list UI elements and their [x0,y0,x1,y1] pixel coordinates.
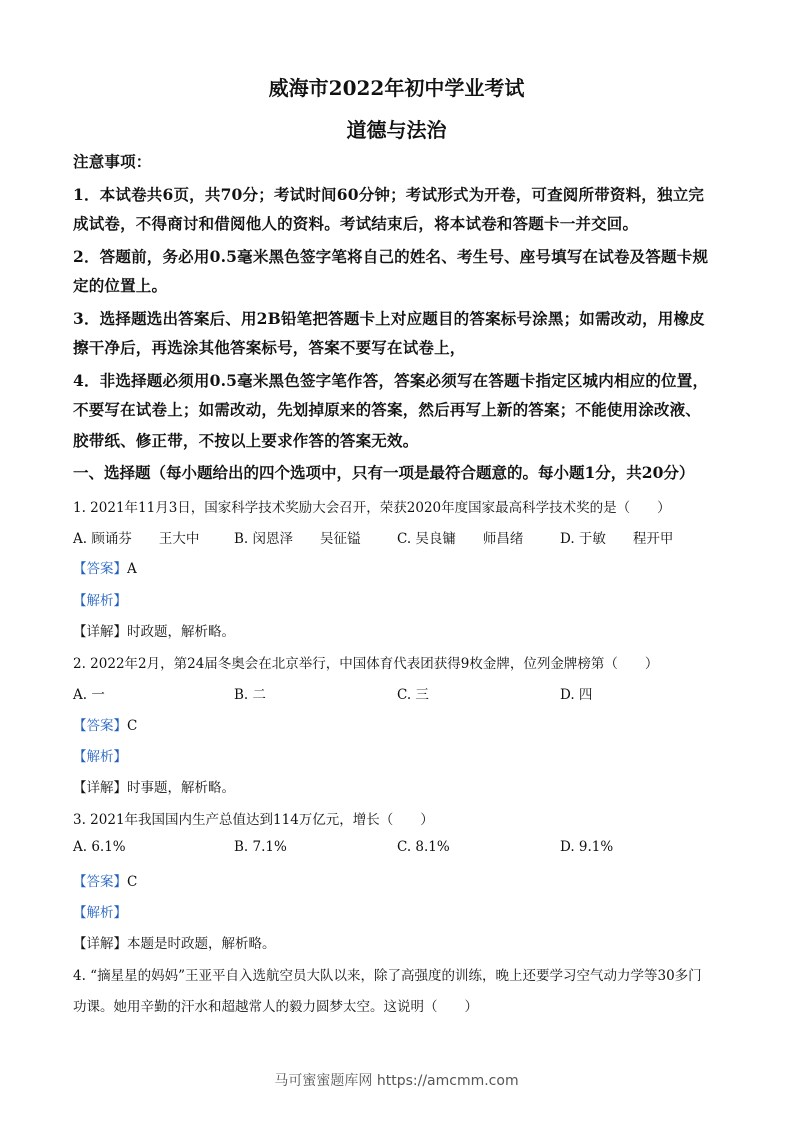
answer-value: C [127,874,138,890]
notice-line: 定的位置上。 [73,276,168,295]
detail-tag: 【详解】 [73,936,127,952]
analysis-row [73,589,127,609]
detail-row [73,776,235,796]
question-stem: 2. 2022年2月，第24届冬奥会在北京举行，中国体育代表团获得9枚金牌，位列金牌榜第（ ） [73,656,659,672]
notice-line: 成试卷，不得商讨和借阅他人的资料。考试结束后，将本试卷和答题卡一并交回。 [73,214,639,233]
notice-line: 不要写在试卷上；如需改动，先划掉原来的答案，然后再写上新的答案；不能使用涂改液、 [73,400,702,419]
notice-line: 4．非选择题必须用0.5毫米黑色签字笔作答，答案必须写在答题卡指定区城内相应的位置， [73,371,709,390]
analysis-tag: 【解析】 [73,593,127,609]
analysis-tag: 【解析】 [73,905,127,921]
option-b: B. 7.1% [234,839,287,855]
detail-text: 时事题，解析略。 [127,780,235,796]
option-a: A. 顾诵芬 王大中 [73,531,200,547]
page-subtitle: 道德与法治 [346,118,447,142]
question-stem-continued: 功课。她用辛勤的汗水和超越常人的毅力圆梦太空。这说明（ ） [73,999,478,1015]
answer-row [73,557,137,577]
option-d: D. 于敏 程开甲 [560,531,674,547]
answer-tag: 【答案】 [73,874,127,890]
question-stem: 3. 2021年我国国内生产总值达到114万亿元，增长（ ） [73,812,434,828]
notice-line: 胶带纸、修正带，不按以上要求作答的答案无效。 [73,431,419,450]
answer-tag: 【答案】 [73,561,127,577]
detail-text: 时政题，解析略。 [127,624,235,640]
analysis-row [73,745,127,765]
notice-line: 擦干净后，再选涂其他答案标号，答案不要写在试卷上， [73,338,466,357]
option-c: C. 8.1% [397,839,450,855]
detail-row [73,620,235,640]
option-d: D. 四 [560,687,593,703]
question-stem: 4. “摘星星的妈妈”王亚平自入选航空员大队以来，除了高强度的训练，晚上还要学习空气动力学等30多门 [73,968,702,984]
answer-value: A [127,561,137,577]
answer-value: C [127,718,138,734]
detail-tag: 【详解】 [73,780,127,796]
detail-row [73,932,276,952]
analysis-row [73,901,127,921]
option-c: C. 三 [397,687,429,703]
option-d: D. 9.1% [560,839,614,855]
notice-line: 2．答题前，务必用0.5毫米黑色签字笔将自己的姓名、考生号、座号填写在试卷及答题卡规 [73,247,709,266]
option-a: A. 6.1% [73,839,126,855]
page-footer: 马可蜜蜜题库网 https://amcmm.com [274,1073,519,1089]
notice-line: 3．选择题选出答案后、用2B铅笔把答题卡上对应题目的答案标号涂黑；如需改动，用橡皮 [73,309,705,328]
analysis-tag: 【解析】 [73,749,127,765]
detail-tag: 【详解】 [73,624,127,640]
section-heading: 一、选择题（每小题给出的四个选项中，只有一项是最符合题意的。每小题1分，共20分） [73,463,695,482]
page-title: 威海市2022年初中学业考试 [268,76,525,100]
answer-tag: 【答案】 [73,718,127,734]
option-a: A. 一 [73,687,105,703]
option-c: C. 吴良镛 师昌绪 [397,531,524,547]
option-b: B. 闵恩泽 吴征镒 [234,531,361,547]
answer-row [73,714,137,734]
notice-heading: 注意事项： [73,152,152,171]
notice-line: 1．本试卷共6页，共70分；考试时间60分钟；考试形式为开卷，可查阅所带资料，独立完 [73,185,705,204]
detail-text: 本题是时政题，解析略。 [127,936,276,952]
answer-row [73,870,137,890]
option-b: B. 二 [234,687,267,703]
question-stem: 1. 2021年11月3日，国家科学技术奖励大会召开，荣获2020年度国家最高科学技术奖的是（ ） [73,500,671,516]
